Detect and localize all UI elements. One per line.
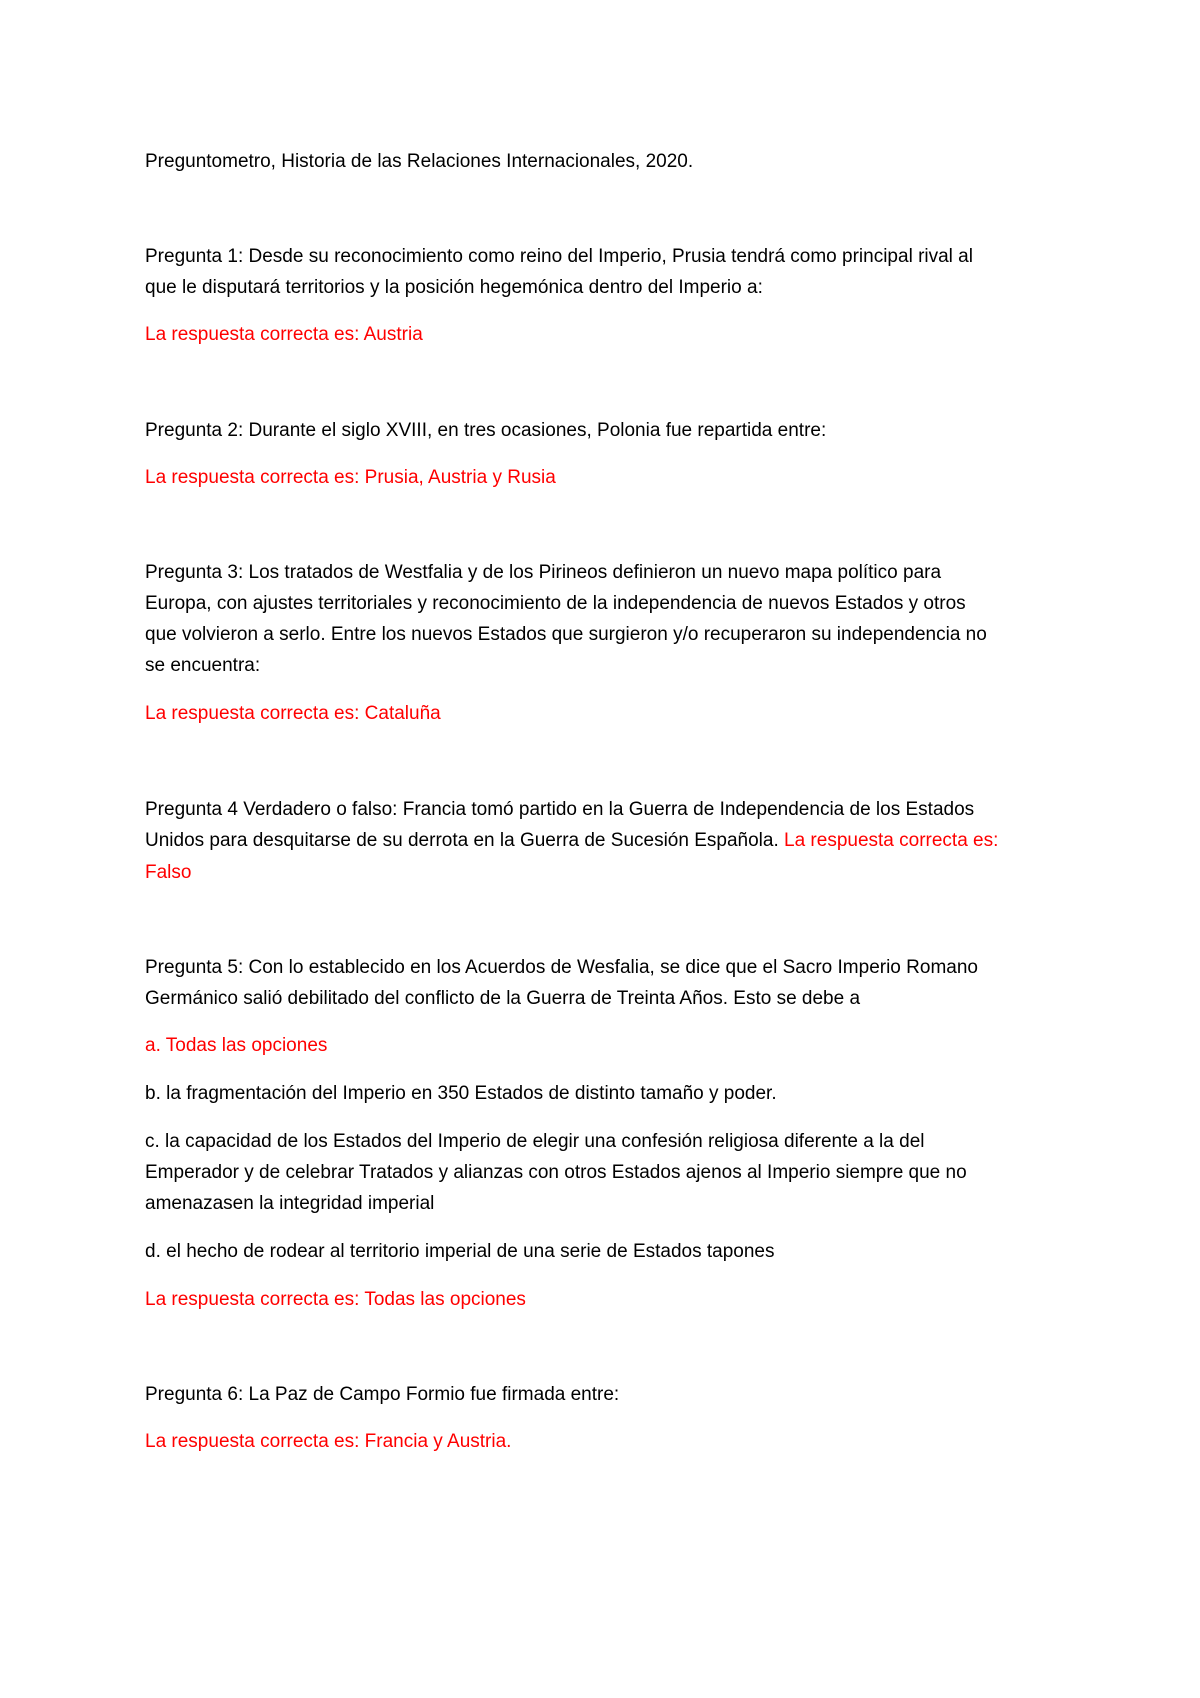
question-5-option-c-line-3: amenazasen la integridad imperial <box>145 1193 435 1214</box>
question-5-option-c-line-2: Emperador y de celebrar Tratados y alianzas con otros Estados ajenos al Imperio siempre que no <box>145 1162 967 1183</box>
question-5-option-c-line-1: c. la capacidad de los Estados del Imperio de elegir una confesión religiosa diferente a la del <box>145 1131 925 1152</box>
question-4-answer-label: La respuesta correcta es: <box>778 830 999 851</box>
question-6-answer: La respuesta correcta es: Francia y Austria. <box>145 1431 512 1452</box>
question-3-line-4: se encuentra: <box>145 655 261 676</box>
question-4-line-2 <box>145 825 1065 856</box>
question-5-line-2: Germánico salió debilitado del conflicto de la Guerra de Treinta Años. Esto se debe a <box>145 988 861 1009</box>
question-3-line-2: Europa, con ajustes territoriales y reconocimiento de la independencia de nuevos Estados y otros <box>145 593 966 614</box>
question-4-line-2-text: Unidos para desquitarse de su derrota en la Guerra de Sucesión Española. <box>145 830 779 851</box>
question-2-line-1: Pregunta 2: Durante el siglo XVIII, en tres ocasiones, Polonia fue repartida entre: <box>145 420 827 441</box>
question-1-answer: La respuesta correcta es: Austria <box>145 324 423 345</box>
question-5-option-a: a. Todas las opciones <box>145 1035 328 1056</box>
document-title: Preguntometro, Historia de las Relaciones Internacionales, 2020. <box>145 151 694 172</box>
question-6-line-1: Pregunta 6: La Paz de Campo Formio fue firmada entre: <box>145 1384 620 1405</box>
question-1-line-2: que le disputará territorios y la posición hegemónica dentro del Imperio a: <box>145 277 763 298</box>
question-4-answer: Falso <box>145 862 192 883</box>
question-5-option-b: b. la fragmentación del Imperio en 350 Estados de distinto tamaño y poder. <box>145 1083 777 1104</box>
question-5-option-d: d. el hecho de rodear al territorio imperial de una serie de Estados tapones <box>145 1241 775 1262</box>
question-5-answer: La respuesta correcta es: Todas las opciones <box>145 1289 526 1310</box>
question-3-line-1: Pregunta 3: Los tratados de Westfalia y de los Pirineos definieron un nuevo mapa político para <box>145 562 942 583</box>
question-3-answer: La respuesta correcta es: Cataluña <box>145 703 441 724</box>
question-4-line-1: Pregunta 4 Verdadero o falso: Francia tomó partido en la Guerra de Independencia de los Estados <box>145 799 975 820</box>
question-5-line-1: Pregunta 5: Con lo establecido en los Acuerdos de Wesfalia, se dice que el Sacro Imperio Romano <box>145 957 978 978</box>
question-1-line-1: Pregunta 1: Desde su reconocimiento como reino del Imperio, Prusia tendrá como principal rival al <box>145 246 973 267</box>
question-3-line-3: que volvieron a serlo. Entre los nuevos Estados que surgieron y/o recuperaron su independencia no <box>145 624 987 645</box>
question-2-answer: La respuesta correcta es: Prusia, Austria y Rusia <box>145 467 556 488</box>
